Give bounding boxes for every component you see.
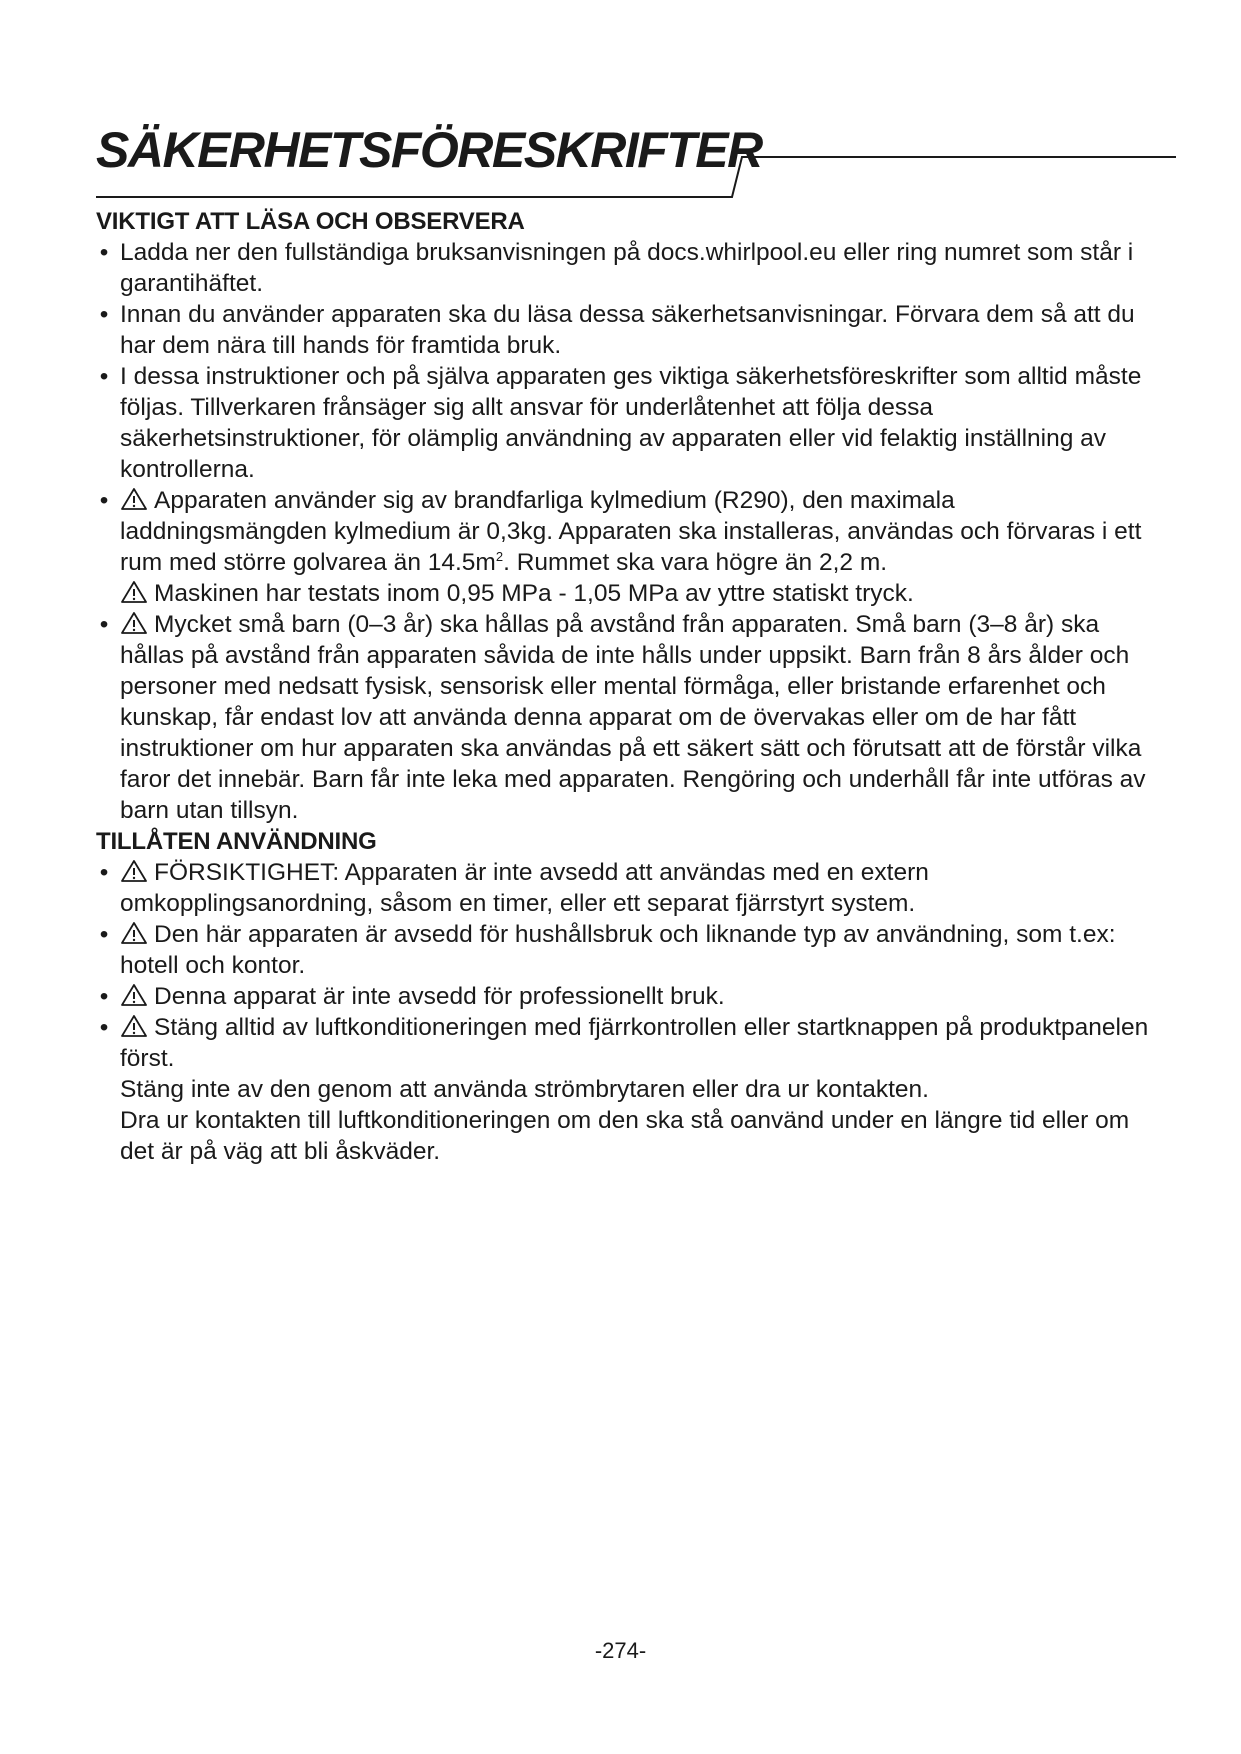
- section-heading-read-observe: VIKTIGT ATT LÄSA OCH OBSERVERA: [96, 208, 525, 235]
- list-item: [96, 237, 1156, 299]
- children-text: Mycket små barn (0–3 år) ska hållas på avstånd från apparaten. Små barn (3–8 år) ska hållas på avstånd från apparaten såvida de inte hålls under uppsikt. Barn från 8 års ålder och personer med nedsatt fysisk, sensorisk eller mental förmåga, eller bristande erfarenhet och kunskap, får endast lov att använda denna apparat om de övervakas eller om de har fått instruktioner om hur apparaten ska användas på ett säkert sätt och förutsatt att de förstår vilka faror det innebär. Barn får inte leka med apparaten. Rengöring och underhåll får inte utföras av barn utan tillsyn.: [120, 611, 1146, 824]
- list-item: [96, 981, 1156, 1012]
- pressure-text: Maskinen har testats inom 0,95 MPa - 1,05 MPa av yttre statiskt tryck.: [154, 580, 914, 607]
- warning-triangle-icon: [120, 1014, 148, 1038]
- list-item: [96, 299, 1156, 361]
- section1-list: [96, 237, 1156, 826]
- section2-list: [96, 857, 1156, 1167]
- bullet: •: [99, 983, 109, 1010]
- list-item-refrigerant: [96, 485, 1156, 609]
- title-block: [96, 120, 1176, 220]
- refrigerant-text-b: . Rummet ska vara högre än 2,2 m.: [503, 549, 888, 576]
- list-item-text: Denna apparat är inte avsedd för professionellt bruk.: [154, 983, 725, 1010]
- list-item-text: Innan du använder apparaten ska du läsa dessa säkerhetsanvisningar. Förvara dem så att du har dem nära till hands för framtida bruk.: [120, 301, 1135, 359]
- page-title: SÄKERHETSFÖRESKRIFTER: [96, 122, 762, 178]
- switch-off-text: Stäng alltid av luftkonditioneringen med fjärrkontrollen eller startknappen på produktpanelen först.: [120, 1014, 1149, 1072]
- bullet: •: [99, 611, 109, 638]
- bullet: •: [99, 301, 109, 328]
- bullet: •: [99, 487, 109, 514]
- list-item: [96, 857, 1156, 919]
- bullet: •: [99, 859, 109, 886]
- list-item-switch-off: [96, 1012, 1156, 1167]
- switch-off-line3: Dra ur kontakten till luftkonditioneringen om den ska stå oanvänd under en längre tid eller om det är på väg att bli åskväder.: [120, 1107, 1130, 1165]
- list-item: [96, 919, 1156, 981]
- list-item-text: Ladda ner den fullständiga bruksanvisningen på docs.whirlpool.eu eller ring numret som står i garantihäftet.: [120, 239, 1134, 297]
- section-heading-permitted-use: TILLÅTEN ANVÄNDNING: [96, 828, 377, 855]
- warning-triangle-icon: [120, 611, 148, 635]
- bullet: •: [99, 921, 109, 948]
- switch-off-line2: Stäng inte av den genom att använda strömbrytaren eller dra ur kontakten.: [120, 1076, 929, 1103]
- list-item: [96, 361, 1156, 485]
- warning-triangle-icon: [120, 580, 148, 604]
- pressure-line: [120, 578, 1156, 609]
- bullet: •: [99, 239, 109, 266]
- list-item-text: FÖRSIKTIGHET: Apparaten är inte avsedd att användas med en extern omkopplingsanordning, såsom en timer, eller ett separat fjärrstyrt system.: [120, 859, 929, 917]
- page-number: -274-: [594, 1638, 647, 1663]
- main-content: [96, 206, 1156, 1167]
- list-item-text: I dessa instruktioner och på själva apparaten ges viktiga säkerhetsföreskrifter som alltid måste följas. Tillverkaren frånsäger sig allt ansvar för underlåtenhet att följa dessa säkerhetsinstruktioner, för olämplig användning av apparaten eller vid felaktig inställning av kontrollerna.: [120, 363, 1142, 483]
- warning-triangle-icon: [120, 487, 148, 511]
- list-item-text: Den här apparaten är avsedd för hushållsbruk och liknande typ av användning, som t.ex: hotell och kontor.: [120, 921, 1116, 979]
- bullet: •: [99, 1014, 109, 1041]
- list-item-children: [96, 609, 1156, 826]
- refrigerant-text-a: Apparaten använder sig av brandfarliga kylmedium (R290), den maximala laddningsmängden kylmedium är 0,3kg. Apparaten ska installeras, användas och förvaras i ett rum med större golvarea än 14.5m: [120, 487, 1142, 576]
- warning-triangle-icon: [120, 859, 148, 883]
- bullet: •: [99, 363, 109, 390]
- warning-triangle-icon: [120, 983, 148, 1007]
- warning-triangle-icon: [120, 921, 148, 945]
- superscript-2: 2: [495, 548, 504, 564]
